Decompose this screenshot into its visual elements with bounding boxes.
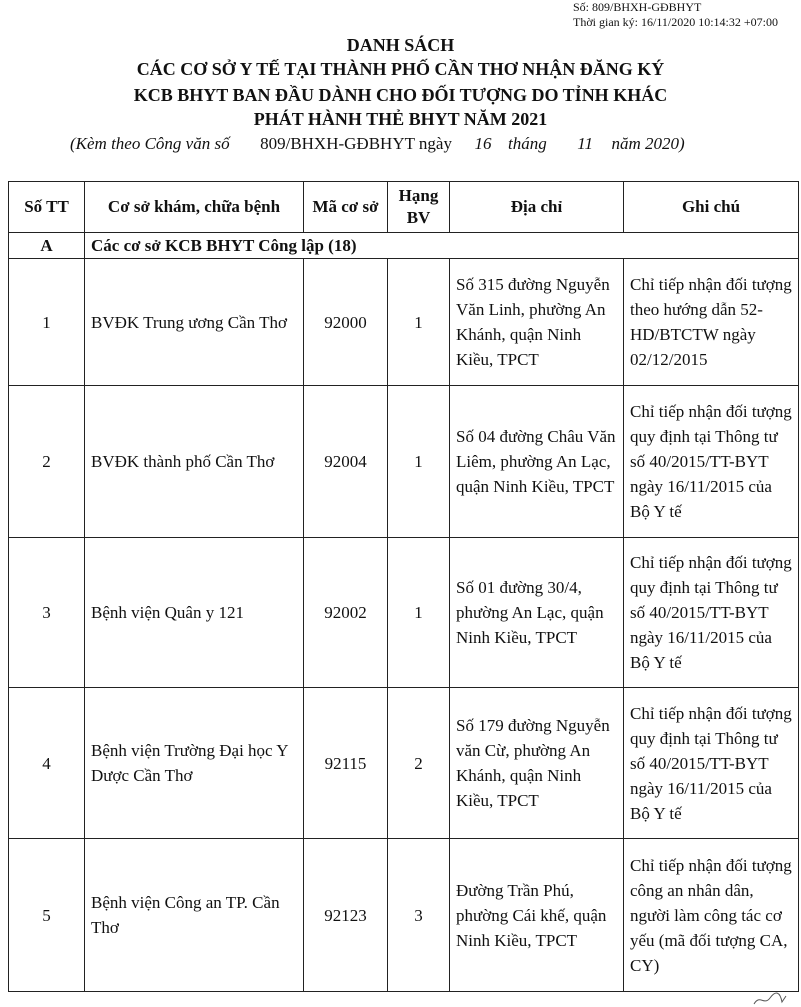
row-rank: 1 [388, 538, 450, 688]
row-stt: 4 [9, 688, 85, 839]
row-rank: 1 [388, 386, 450, 538]
row-stt: 1 [9, 259, 85, 386]
row-name: Bệnh viện Trường Đại học Y Dược Cần Thơ [85, 688, 304, 839]
signature-scribble-icon [752, 990, 792, 1007]
row-address: Số 179 đường Nguyễn văn Cừ, phường An Khánh, quận Ninh Kiều, TPCT [450, 688, 624, 839]
table-row [9, 386, 799, 538]
row-code: 92115 [304, 688, 388, 839]
table-row [9, 259, 799, 386]
group-row [9, 233, 799, 259]
row-rank: 1 [388, 259, 450, 386]
row-address: Đường Trần Phú, phường Cái khế, quận Ninh Kiều, TPCT [450, 839, 624, 992]
row-name: BVĐK Trung ương Cần Thơ [85, 259, 304, 386]
row-rank: 2 [388, 688, 450, 839]
header-code: Mã cơ sở [304, 182, 388, 233]
row-rank: 3 [388, 839, 450, 992]
group-id: A [9, 233, 85, 259]
table-header-row [9, 182, 799, 233]
reference-year: năm 2020) [611, 134, 685, 153]
row-stt: 5 [9, 839, 85, 992]
row-stt: 3 [9, 538, 85, 688]
document-title: DANH SÁCH [346, 35, 455, 55]
reference-line [70, 133, 685, 155]
title-line-2: CÁC CƠ SỞ Y TẾ TẠI THÀNH PHỐ CẦN THƠ NHẬN ĐĂNG KÝ [136, 59, 665, 79]
row-name: BVĐK thành phố Cần Thơ [85, 386, 304, 538]
row-note: Chỉ tiếp nhận đối tượng theo hướng dẫn 52-HD/BTCTW ngày 02/12/2015 [624, 259, 799, 386]
reference-number: 809/BHXH-GĐBHYT ngày [260, 134, 452, 153]
facility-table [8, 181, 799, 992]
row-address: Số 04 đường Châu Văn Liêm, phường An Lạc, quận Ninh Kiều, TPCT [450, 386, 624, 538]
row-note: Chỉ tiếp nhận đối tượng công an nhân dân, người làm công tác cơ yếu (mã đối tượng CA, CY) [624, 839, 799, 992]
header-rank: Hạng BV [388, 182, 450, 233]
title-line-4: PHÁT HÀNH THẺ BHYT NĂM 2021 [253, 109, 548, 129]
row-note: Chỉ tiếp nhận đối tượng quy định tại Thông tư số 40/2015/TT-BYT ngày 16/11/2015 của Bộ Y tế [624, 538, 799, 688]
header-note: Ghi chú [624, 182, 799, 233]
table-row [9, 688, 799, 839]
signature-meta [573, 0, 778, 30]
header-address: Địa chỉ [450, 182, 624, 233]
row-address: Số 01 đường 30/4, phường An Lạc, quận Ninh Kiều, TPCT [450, 538, 624, 688]
row-code: 92000 [304, 259, 388, 386]
row-name: Bệnh viện Công an TP. Cần Thơ [85, 839, 304, 992]
row-code: 92004 [304, 386, 388, 538]
header-stt: Số TT [9, 182, 85, 233]
document-number: Số: 809/BHXH-GĐBHYT [573, 0, 702, 14]
signing-time: Thời gian ký: 16/11/2020 10:14:32 +07:00 [573, 15, 778, 29]
row-name: Bệnh viện Quân y 121 [85, 538, 304, 688]
reference-prefix: (Kèm theo Công văn số [70, 134, 230, 153]
row-address: Số 315 đường Nguyễn Văn Linh, phường An Khánh, quận Ninh Kiều, TPCT [450, 259, 624, 386]
row-note: Chỉ tiếp nhận đối tượng quy định tại Thông tư số 40/2015/TT-BYT ngày 16/11/2015 của Bộ Y tế [624, 386, 799, 538]
header-name: Cơ sở khám, chữa bệnh [85, 182, 304, 233]
row-code: 92002 [304, 538, 388, 688]
reference-day: 16 [474, 134, 492, 153]
row-note: Chỉ tiếp nhận đối tượng quy định tại Thông tư số 40/2015/TT-BYT ngày 16/11/2015 của Bộ Y tế [624, 688, 799, 839]
row-stt: 2 [9, 386, 85, 538]
row-code: 92123 [304, 839, 388, 992]
title-line-3: KCB BHYT BAN ĐẦU DÀNH CHO ĐỐI TƯỢNG DO TỈNH KHÁC [133, 85, 668, 105]
group-title: Các cơ sở KCB BHYT Công lập (18) [85, 233, 799, 259]
reference-month: 11 [577, 134, 593, 153]
table-row [9, 839, 799, 992]
table-row [9, 538, 799, 688]
reference-thang: tháng [507, 134, 547, 153]
